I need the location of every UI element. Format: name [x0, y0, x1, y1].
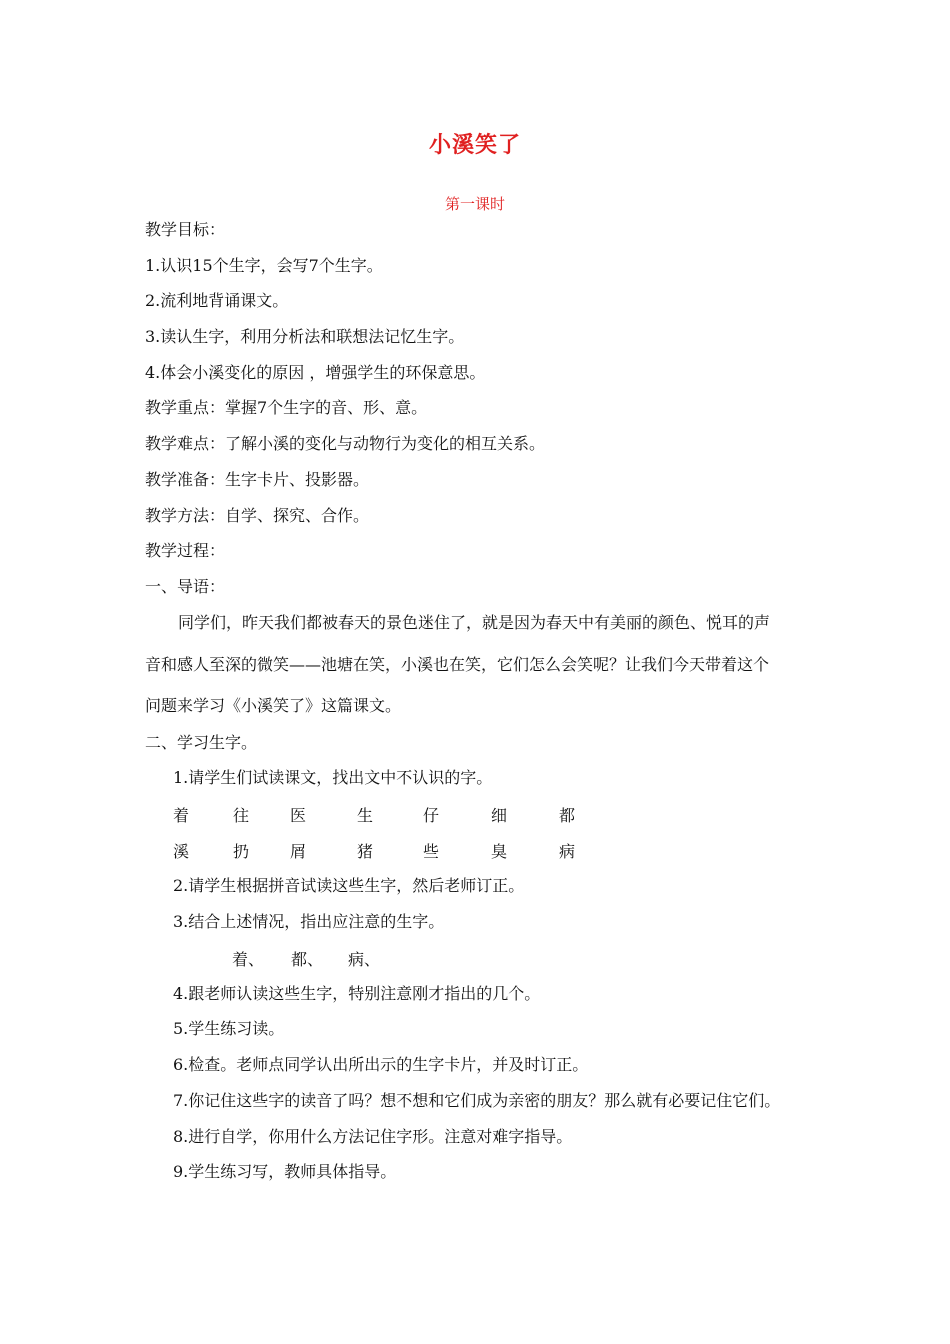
character: 都 [559, 806, 576, 825]
section-2-heading: 二、学习生字。 [145, 733, 258, 752]
objective-2: 2.流利地背诵课文。 [145, 291, 289, 310]
attention-characters [173, 947, 673, 969]
character: 些 [423, 842, 440, 861]
objective-1: 1.认识15个生字，会写7个生字。 [145, 256, 383, 275]
step-3: 3.结合上述情况，指出应注意的生字。 [173, 912, 445, 931]
character: 着 [173, 806, 190, 825]
character: 屑 [290, 842, 307, 861]
step-7: 7.你记住这些字的读音了吗？想不想和它们成为亲密的朋友？那么就有必要记住它们。 [173, 1091, 781, 1110]
character: 病、 [348, 950, 381, 969]
step-9: 9.学生练习写，教师具体指导。 [173, 1162, 397, 1181]
character: 细 [491, 806, 508, 825]
step-2: 2.请学生根据拼音试读这些生字，然后老师订正。 [173, 876, 525, 895]
objective-3: 3.读认生字，利用分析法和联想法记忆生字。 [145, 327, 465, 346]
character: 着、 [232, 950, 265, 969]
step-8: 8.进行自学，你用什么方法记住字形。注意对难字指导。 [173, 1127, 573, 1146]
intro-paragraph-line: 音和感人至深的微笑——池塘在笑，小溪也在笑，它们怎么会笑呢？让我们今天带着这个 [145, 655, 770, 674]
lesson-period: 第一课时 [444, 195, 505, 213]
character: 医 [290, 806, 307, 825]
character-row-1 [173, 803, 673, 825]
character: 往 [233, 806, 250, 825]
character: 仔 [423, 806, 440, 825]
intro-paragraph-line: 问题来学习《小溪笑了》这篇课文。 [145, 696, 402, 715]
character: 扔 [233, 842, 250, 861]
document-title: 小溪笑了 [428, 133, 521, 158]
character: 都、 [291, 950, 324, 969]
difficult-points: 教学难点：了解小溪的变化与动物行为变化的相互关系。 [145, 434, 546, 453]
character: 猪 [357, 842, 374, 861]
step-4: 4.跟老师认读这些生字，特别注意刚才指出的几个。 [173, 984, 541, 1003]
objective-4: 4.体会小溪变化的原因 ，增强学生的环保意思。 [145, 363, 486, 382]
teaching-methods: 教学方法：自学、探究、合作。 [145, 506, 370, 525]
key-points: 教学重点：掌握7个生字的音、形、意。 [145, 398, 428, 417]
step-1: 1.请学生们试读课文，找出文中不认识的字。 [173, 768, 493, 787]
teaching-preparation: 教学准备：生字卡片、投影器。 [145, 470, 370, 489]
step-5: 5.学生练习读。 [173, 1019, 285, 1038]
section-1-heading: 一、导语： [145, 577, 226, 596]
character: 溪 [173, 842, 190, 861]
character-row-2 [173, 839, 673, 861]
teaching-process-heading: 教学过程： [145, 541, 226, 560]
character: 生 [357, 806, 374, 825]
step-6: 6.检查。老师点同学认出所出示的生字卡片，并及时订正。 [173, 1055, 589, 1074]
intro-paragraph-line: 同学们，昨天我们都被春天的景色迷住了，就是因为春天中有美丽的颜色、悦耳的声 [178, 613, 771, 632]
teaching-objectives-heading: 教学目标： [145, 220, 226, 239]
character: 臭 [491, 842, 508, 861]
character: 病 [559, 842, 576, 861]
